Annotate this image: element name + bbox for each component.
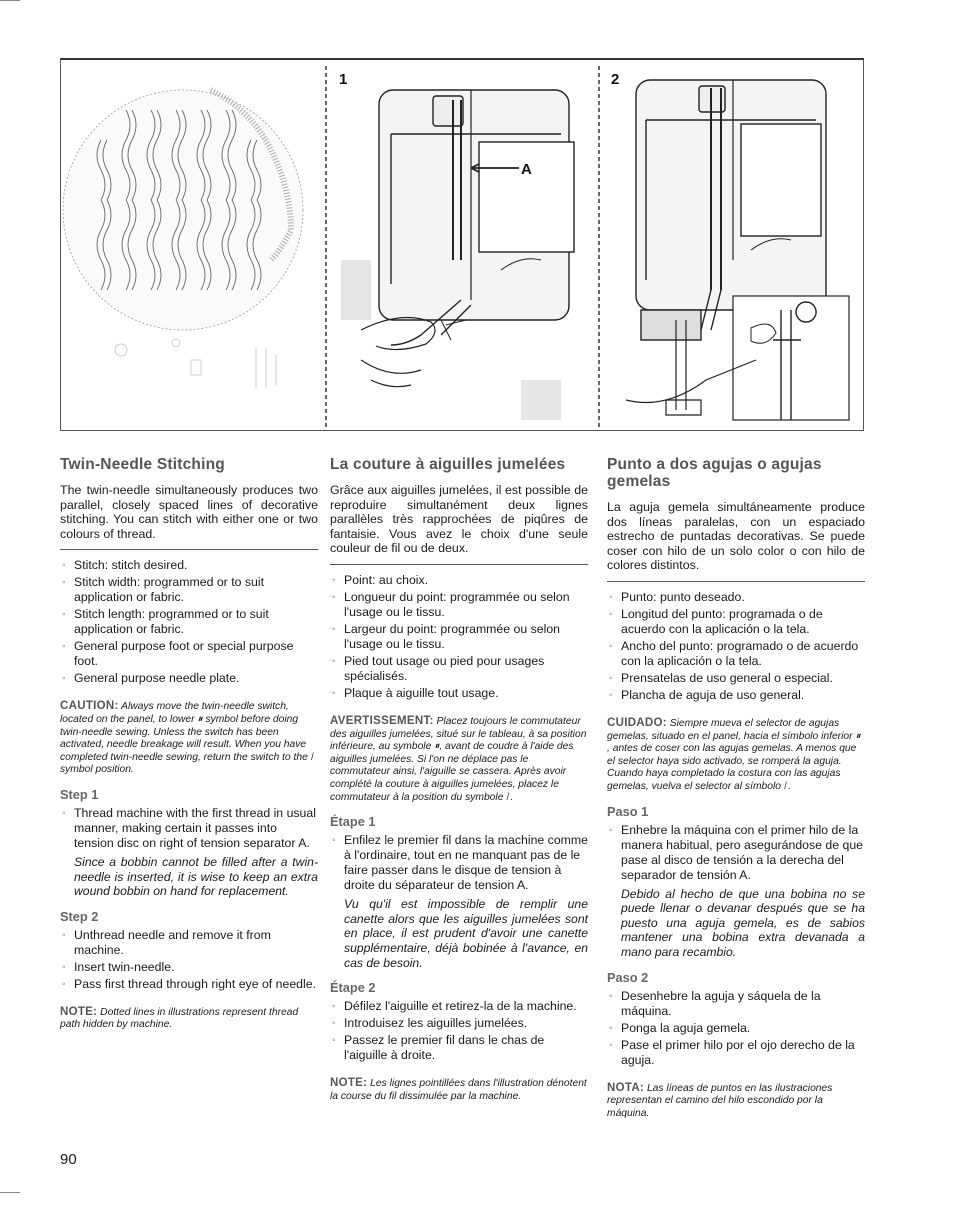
footer-note	[60, 1006, 318, 1032]
divider	[330, 564, 588, 565]
list-item: ◦ Plancha de aguja de uso general.	[607, 688, 865, 703]
list-item: ◦ Longitud del punto: programada o de acuerdo con la aplicación o la tela.	[607, 607, 865, 637]
list-item: ◦ Longueur du point: programmée ou selon l'usage ou le tissu.	[330, 590, 588, 620]
list-item: ◦ Ancho del punto: programado o de acuerdo con la aplicación o la tela.	[607, 639, 865, 669]
english-column	[60, 456, 318, 1042]
step-note: Debido al hecho de que una bobina no se puede llenar o devanar después que se ha puesto una aguja gemela, es de sabios mantener una bobina extra devanada a mano para recambio.	[621, 886, 865, 959]
step-note: Vu qu'il est impossible de remplir une canette alors que les aiguilles jumelées sont en place, il est prudent d'avoir une canette supplémentaire, déjà bobinée à l'avance, en cas de besoin.	[344, 897, 588, 970]
note-text: Les lignes pointillées dans l'illustration dénotent la course du fil dissimulée par la machine.	[330, 1078, 587, 1102]
list-item: ◦ Stitch: stitch desired.	[60, 558, 318, 573]
list-item: ◦ Punto: punto deseado.	[607, 590, 865, 605]
note-label: NOTE:	[330, 1077, 368, 1090]
twin-stitch-sample-illustration	[63, 90, 303, 388]
figure-label-1: 1	[339, 71, 348, 88]
step-title: Paso 1	[607, 803, 649, 819]
note-text: Dotted lines in illustrations represent thread path hidden by machine.	[60, 1006, 299, 1031]
list-item: ◦ Introduisez les aiguilles jumelées.	[330, 1016, 588, 1031]
step-list	[60, 928, 318, 992]
note-label: NOTE:	[60, 1005, 98, 1018]
machine-illustration-1	[339, 71, 574, 387]
list-item: ◦ Enhebre la máquina con el primer hilo de la manera habitual, pero asegurándose de que pase al disco de tensión a la derecha del separador de tensión A.	[607, 823, 865, 883]
step-list	[330, 833, 588, 893]
caution-text: Siempre mueva el selector de agujas gemelas, situado en el panel, hacia el símbolo inferior ⏸ , antes de coser con las agujas gemelas. A menos que el selector haya sido activado, se romperá la aguja. Cuando haya completado la costura con las agujas gemelas, vuelva el selector al símbolo ❘ .	[607, 717, 861, 792]
caution-note	[60, 700, 318, 777]
list-item: ◦ Ponga la aguja gemela.	[607, 1021, 865, 1036]
intro-text: Grâce aux aiguilles jumelées, il est possible de reproduire simultanément deux lignes parallèles très rapprochées de piqûres de fantaisie. Vous avez le choix d'une seule couleur de fil ou de deux.	[330, 483, 588, 556]
step-title: Step 1	[60, 786, 99, 802]
list-item: ◦ Point: au choix.	[330, 573, 588, 588]
divider	[60, 549, 318, 550]
list-item: ◦ Largeur du point: programmée ou selon l'usage ou le tissu.	[330, 622, 588, 652]
list-item: ◦ Desenhebre la aguja y sáquela de la máquina.	[607, 989, 865, 1019]
list-item: ◦ General purpose foot or special purpose foot.	[60, 639, 318, 669]
settings-list	[330, 573, 588, 701]
crop-mark	[0, 1192, 20, 1193]
settings-list	[607, 590, 865, 703]
caution-text: Placez toujours le commutateur des aiguilles jumelées, situé sur le tableau, à sa position inférieure, au symbole ⏸, avant de coudre à l'aide des aiguilles jumelées. Si l'on ne déplace pas le commutateur ainsi, l'aiguille se cassera. Après avoir complété la couture à aiguilles jumelées, placez le commutateur à la position du symbole ❘ .	[330, 715, 587, 803]
step-list	[607, 823, 865, 883]
list-item: ◦ Pase el primer hilo por el ojo derecho de la aguja.	[607, 1038, 865, 1068]
footer-note	[330, 1077, 588, 1103]
intro-text: The twin-needle simultaneously produces two parallel, closely spaced lines of decorative stitching. You can stitch with either one or two colours of thread.	[60, 483, 318, 541]
step-title: Étape 2	[330, 980, 376, 996]
footer-note	[607, 1082, 865, 1121]
page-number: 90	[60, 1151, 77, 1168]
section-title: La couture à aiguilles jumelées	[330, 456, 566, 473]
section-title: Punto a dos agujas o agujas gemelas	[607, 456, 822, 490]
divider	[607, 581, 865, 582]
list-item: ◦ Enfilez le premier fil dans la machine comme à l'ordinaire, tout en ne manquant pas de le faire passer dans le disque de tension à droite du séparateur de tension A.	[330, 833, 588, 893]
settings-list	[60, 558, 318, 686]
caution-label: AVERTISSEMENT:	[330, 714, 434, 727]
caution-label: CAUTION:	[60, 700, 119, 713]
step-list	[607, 989, 865, 1068]
section-title: Twin-Needle Stitching	[60, 456, 225, 473]
step-list	[330, 999, 588, 1063]
step-title: Paso 2	[607, 969, 649, 985]
list-item: ◦ Pass first thread through right eye of needle.	[60, 977, 318, 992]
caution-note	[607, 717, 865, 794]
figure-label-A: A	[521, 161, 532, 178]
crop-mark	[0, 0, 20, 1]
machine-illustration-2	[611, 71, 849, 420]
list-item: ◦ Défilez l'aiguille et retirez-la de la machine.	[330, 999, 588, 1014]
caution-text: Always move the twin-needle switch, located on the panel, to lower ⏸ symbol before doing twin-needle sewing. Unless the switch has been activated, needle breakage will result. When you have completed twin-needle sewing, return the switch to the ❘ symbol position.	[60, 701, 313, 776]
french-column	[330, 456, 588, 1113]
list-item: ◦ Prensatelas de uso general o especial.	[607, 671, 865, 686]
list-item: ◦ Insert twin-needle.	[60, 960, 318, 975]
illustration-svg	[61, 60, 863, 430]
list-item: ◦ Thread machine with the first thread in usual manner, making certain it passes into tension disc on right of tension separator A.	[60, 806, 318, 851]
spanish-column	[607, 456, 865, 1130]
list-item: ◦ Passez le premier fil dans le chas de l'aiguille à droite.	[330, 1033, 588, 1063]
step-list	[60, 806, 318, 851]
illustration-panel	[60, 58, 864, 431]
step-title: Étape 1	[330, 814, 376, 830]
intro-text: La aguja gemela simultáneamente produce dos líneas paralelas, con un espaciado estrecho de puntadas decorativas. Se puede coser con hilo de un solo color o con hilo de colores distintos.	[607, 500, 865, 573]
step-title: Step 2	[60, 908, 99, 924]
list-item: ◦ Stitch width: programmed or to suit application or fabric.	[60, 575, 318, 605]
step-note: Since a bobbin cannot be filled after a twin-needle is inserted, it is wise to keep an extra wound bobbin on hand for replacement.	[74, 854, 318, 899]
list-item: ◦ General purpose needle plate.	[60, 671, 318, 686]
list-item: ◦ Plaque à aiguille tout usage.	[330, 686, 588, 701]
list-item: ◦ Pied tout usage ou pied pour usages spécialisés.	[330, 654, 588, 684]
caution-label: CUIDADO:	[607, 716, 667, 729]
figure-label-2: 2	[611, 71, 620, 88]
note-text: Las líneas de puntos en las ilustraciones representan el camino del hilo escondido por la máquina.	[607, 1082, 833, 1119]
caution-note	[330, 715, 588, 804]
list-item: ◦ Unthread needle and remove it from machine.	[60, 928, 318, 958]
note-label: NOTA:	[607, 1081, 645, 1094]
list-item: ◦ Stitch length: programmed or to suit application or fabric.	[60, 607, 318, 637]
